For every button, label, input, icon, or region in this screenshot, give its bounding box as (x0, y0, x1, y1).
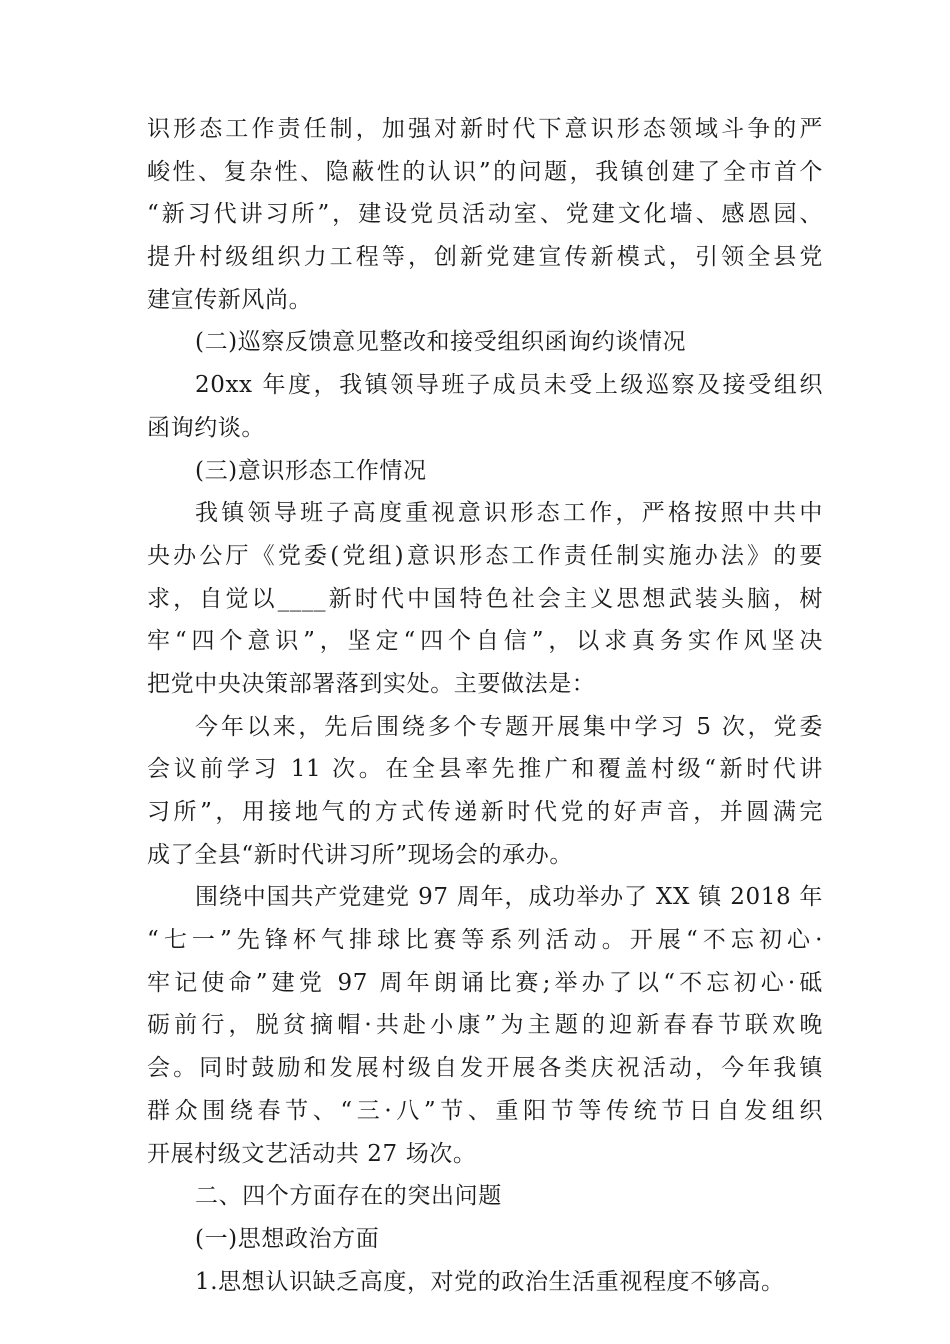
text-line: 围绕中国共产党建党 97 周年，成功举办了 XX 镇 2018 年 (195, 884, 823, 911)
text-line: 群众围绕春节、“三·八”节、重阳节等传统节日自发组织 (147, 1097, 823, 1124)
section-heading: (二)巡察反馈意见整改和接受组织函询约谈情况 (195, 329, 687, 356)
text-line: 牢“四个意识”，坚定“四个自信”，以求真务实作风坚决 (147, 628, 823, 655)
text-line: 峻性、复杂性、隐蔽性的认识”的问题，我镇创建了全市首个 (147, 158, 823, 185)
text-line: 牢记使命”建党 97 周年朗诵比赛;举办了以“不忘初心·砥 (147, 969, 823, 996)
text-line: 我镇领导班子高度重视意识形态工作，严格按照中共中 (195, 500, 823, 527)
document-body (147, 108, 823, 1303)
text-line: 20xx 年度，我镇领导班子成员未受上级巡察及接受组织 (195, 372, 823, 399)
section-heading: (一)思想政治方面 (195, 1225, 380, 1252)
list-item: 1.思想认识缺乏高度，对党的政治生活重视程度不够高。 (195, 1268, 785, 1295)
text-line: 习所”，用接地气的方式传递新时代党的好声音，并圆满完 (147, 799, 823, 825)
paragraph-end-line: 函询约谈。 (147, 414, 265, 441)
text-line: 今年以来，先后围绕多个专题开展集中学习 5 次，党委 (195, 713, 823, 740)
paragraph-end-line: 把党中央决策部署落到实处。主要做法是： (147, 670, 596, 697)
text-line: 会议前学习 11 次。在全县率先推广和覆盖村级“新时代讲 (147, 756, 823, 783)
paragraph-end-line: 建宣传新风尚。 (147, 286, 313, 313)
text-line: “新习代讲习所”，建设党员活动室、党建文化墙、感恩园、 (147, 201, 823, 228)
text-line: 提升村级组织力工程等，创新党建宣传新模式，引领全县党 (147, 244, 823, 271)
text-line: 央办公厅《党委(党组)意识形态工作责任制实施办法》的要 (147, 542, 823, 569)
text-line: “七一”先锋杯气排球比赛等系列活动。开展“不忘初心· (147, 927, 823, 954)
text-line: 识形态工作责任制，加强对新时代下意识形态领域斗争的严 (147, 116, 823, 142)
text-line: 砺前行，脱贫摘帽·共赴小康”为主题的迎新春春节联欢晚 (147, 1012, 823, 1039)
chapter-heading: 二、四个方面存在的突出问题 (195, 1183, 502, 1210)
paragraph-end-line: 成了全县“新时代讲习所”现场会的承办。 (147, 841, 573, 868)
section-heading: (三)意识形态工作情况 (195, 457, 427, 484)
paragraph-end-line: 开展村级文艺活动共 27 场次。 (147, 1140, 477, 1167)
text-line: 会。同时鼓励和发展村级自发开展各类庆祝活动，今年我镇 (147, 1055, 823, 1082)
text-line: 求，自觉以____新时代中国特色社会主义思想武装头脑，树 (147, 585, 823, 612)
